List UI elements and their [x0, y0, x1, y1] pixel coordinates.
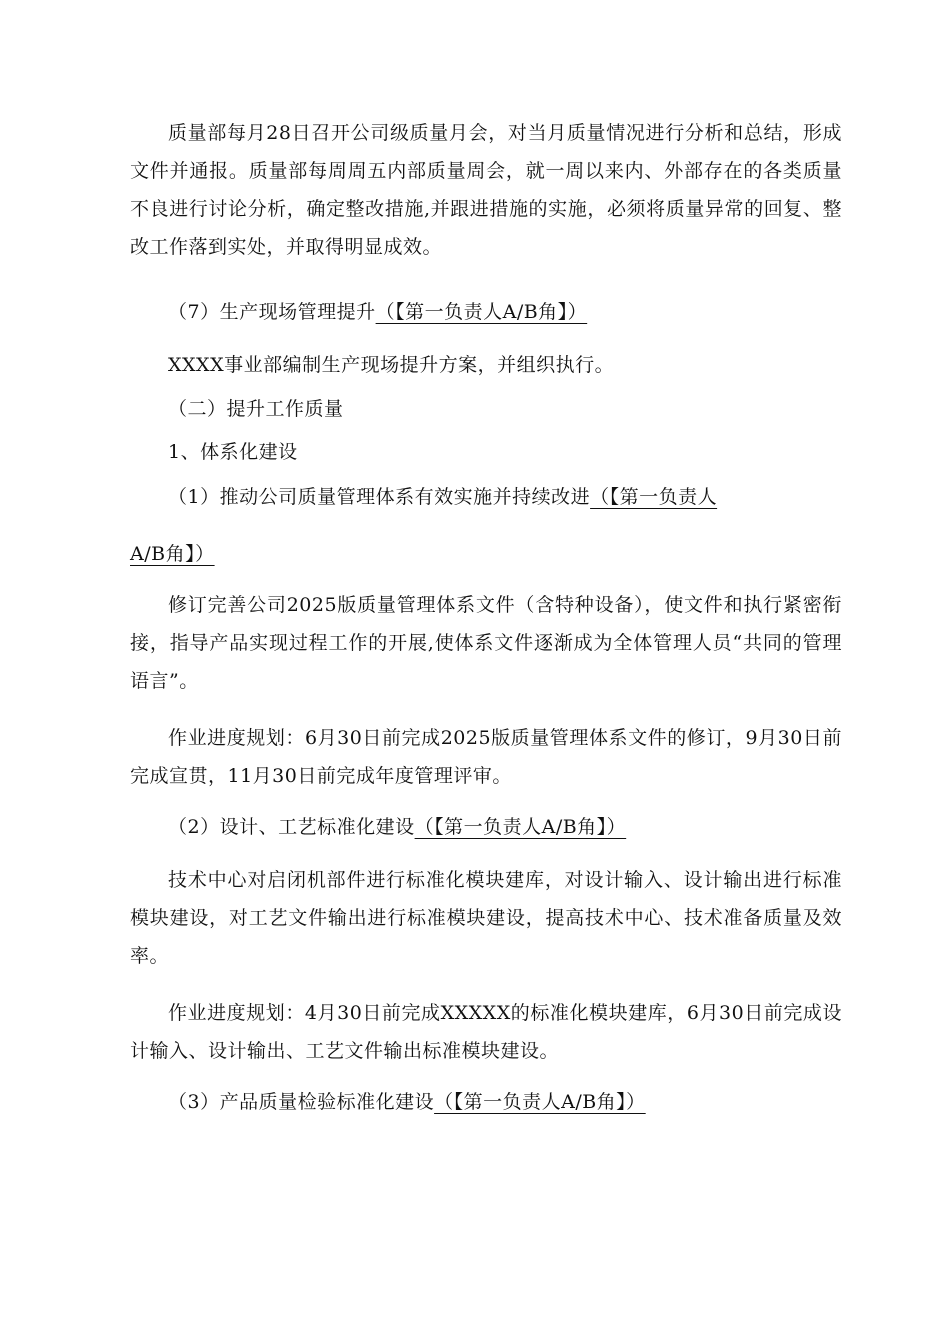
- heading-production-site-owner: （【第一负责人A/B角】）: [375, 301, 588, 323]
- paragraph-production-plan: XXXX事业部编制生产现场提升方案，并组织执行。: [168, 354, 615, 376]
- section-heading-work-quality: （二）提升工作质量: [168, 398, 344, 420]
- heading-design-standardization-title: （2）设计、工艺标准化建设: [168, 816, 415, 838]
- heading-design-standardization-owner: （【第一负责人A/B角】）: [414, 816, 627, 838]
- heading-qms-improvement-owner-part2: A/B角】）: [130, 543, 215, 565]
- heading-production-site-title: （7）生产现场管理提升: [168, 301, 376, 323]
- heading-qms-improvement-title: （1）推动公司质量管理体系有效实施并持续改进: [168, 486, 591, 508]
- subheading-system-building: 1、体系化建设: [168, 441, 298, 463]
- heading-inspection-standardization-owner: （【第一负责人A/B角】）: [434, 1091, 646, 1113]
- heading-qms-improvement: [130, 478, 842, 516]
- paragraph-tech-center: 技术中心对启闭机部件进行标准化模块建库，对设计输入、设计输出进行标准模块建设，对工艺文件输出进行标准模块建设，提高技术中心、技术准备质量及效率。: [130, 869, 842, 967]
- heading-qms-improvement-owner-part1: （【第一负责人: [590, 486, 718, 508]
- heading-design-standardization: [130, 808, 842, 846]
- heading-qms-improvement-owner-line2: [130, 535, 842, 573]
- paragraph-tech-schedule: 作业进度规划：4月30日前完成XXXXX的标准化模块建库，6月30日前完成设计输入、设计输出、工艺文件输出标准模块建设。: [130, 1002, 842, 1062]
- heading-inspection-standardization: [130, 1083, 842, 1121]
- heading-inspection-standardization-title: （3）产品质量检验标准化建设: [168, 1091, 435, 1113]
- heading-production-site: [130, 293, 842, 331]
- paragraph-qms-revision: 修订完善公司2025版质量管理体系文件（含特种设备），使文件和执行紧密衔接，指导产品实现过程工作的开展,使体系文件逐渐成为全体管理人员“共同的管理语言”。: [130, 594, 842, 692]
- paragraph-qms-schedule: 作业进度规划：6月30日前完成2025版质量管理体系文件的修订，9月30日前完成宣贯，11月30日前完成年度管理评审。: [130, 727, 842, 787]
- paragraph-quality-meeting: 质量部每月28日召开公司级质量月会，对当月质量情况进行分析和总结，形成文件并通报。质量部每周周五内部质量周会，就一周以来内、外部存在的各类质量不良进行讨论分析，确定整改措施,并跟进措施的实施，必须将质量异常的回复、整改工作落到实处，并取得明显成效。: [130, 122, 842, 258]
